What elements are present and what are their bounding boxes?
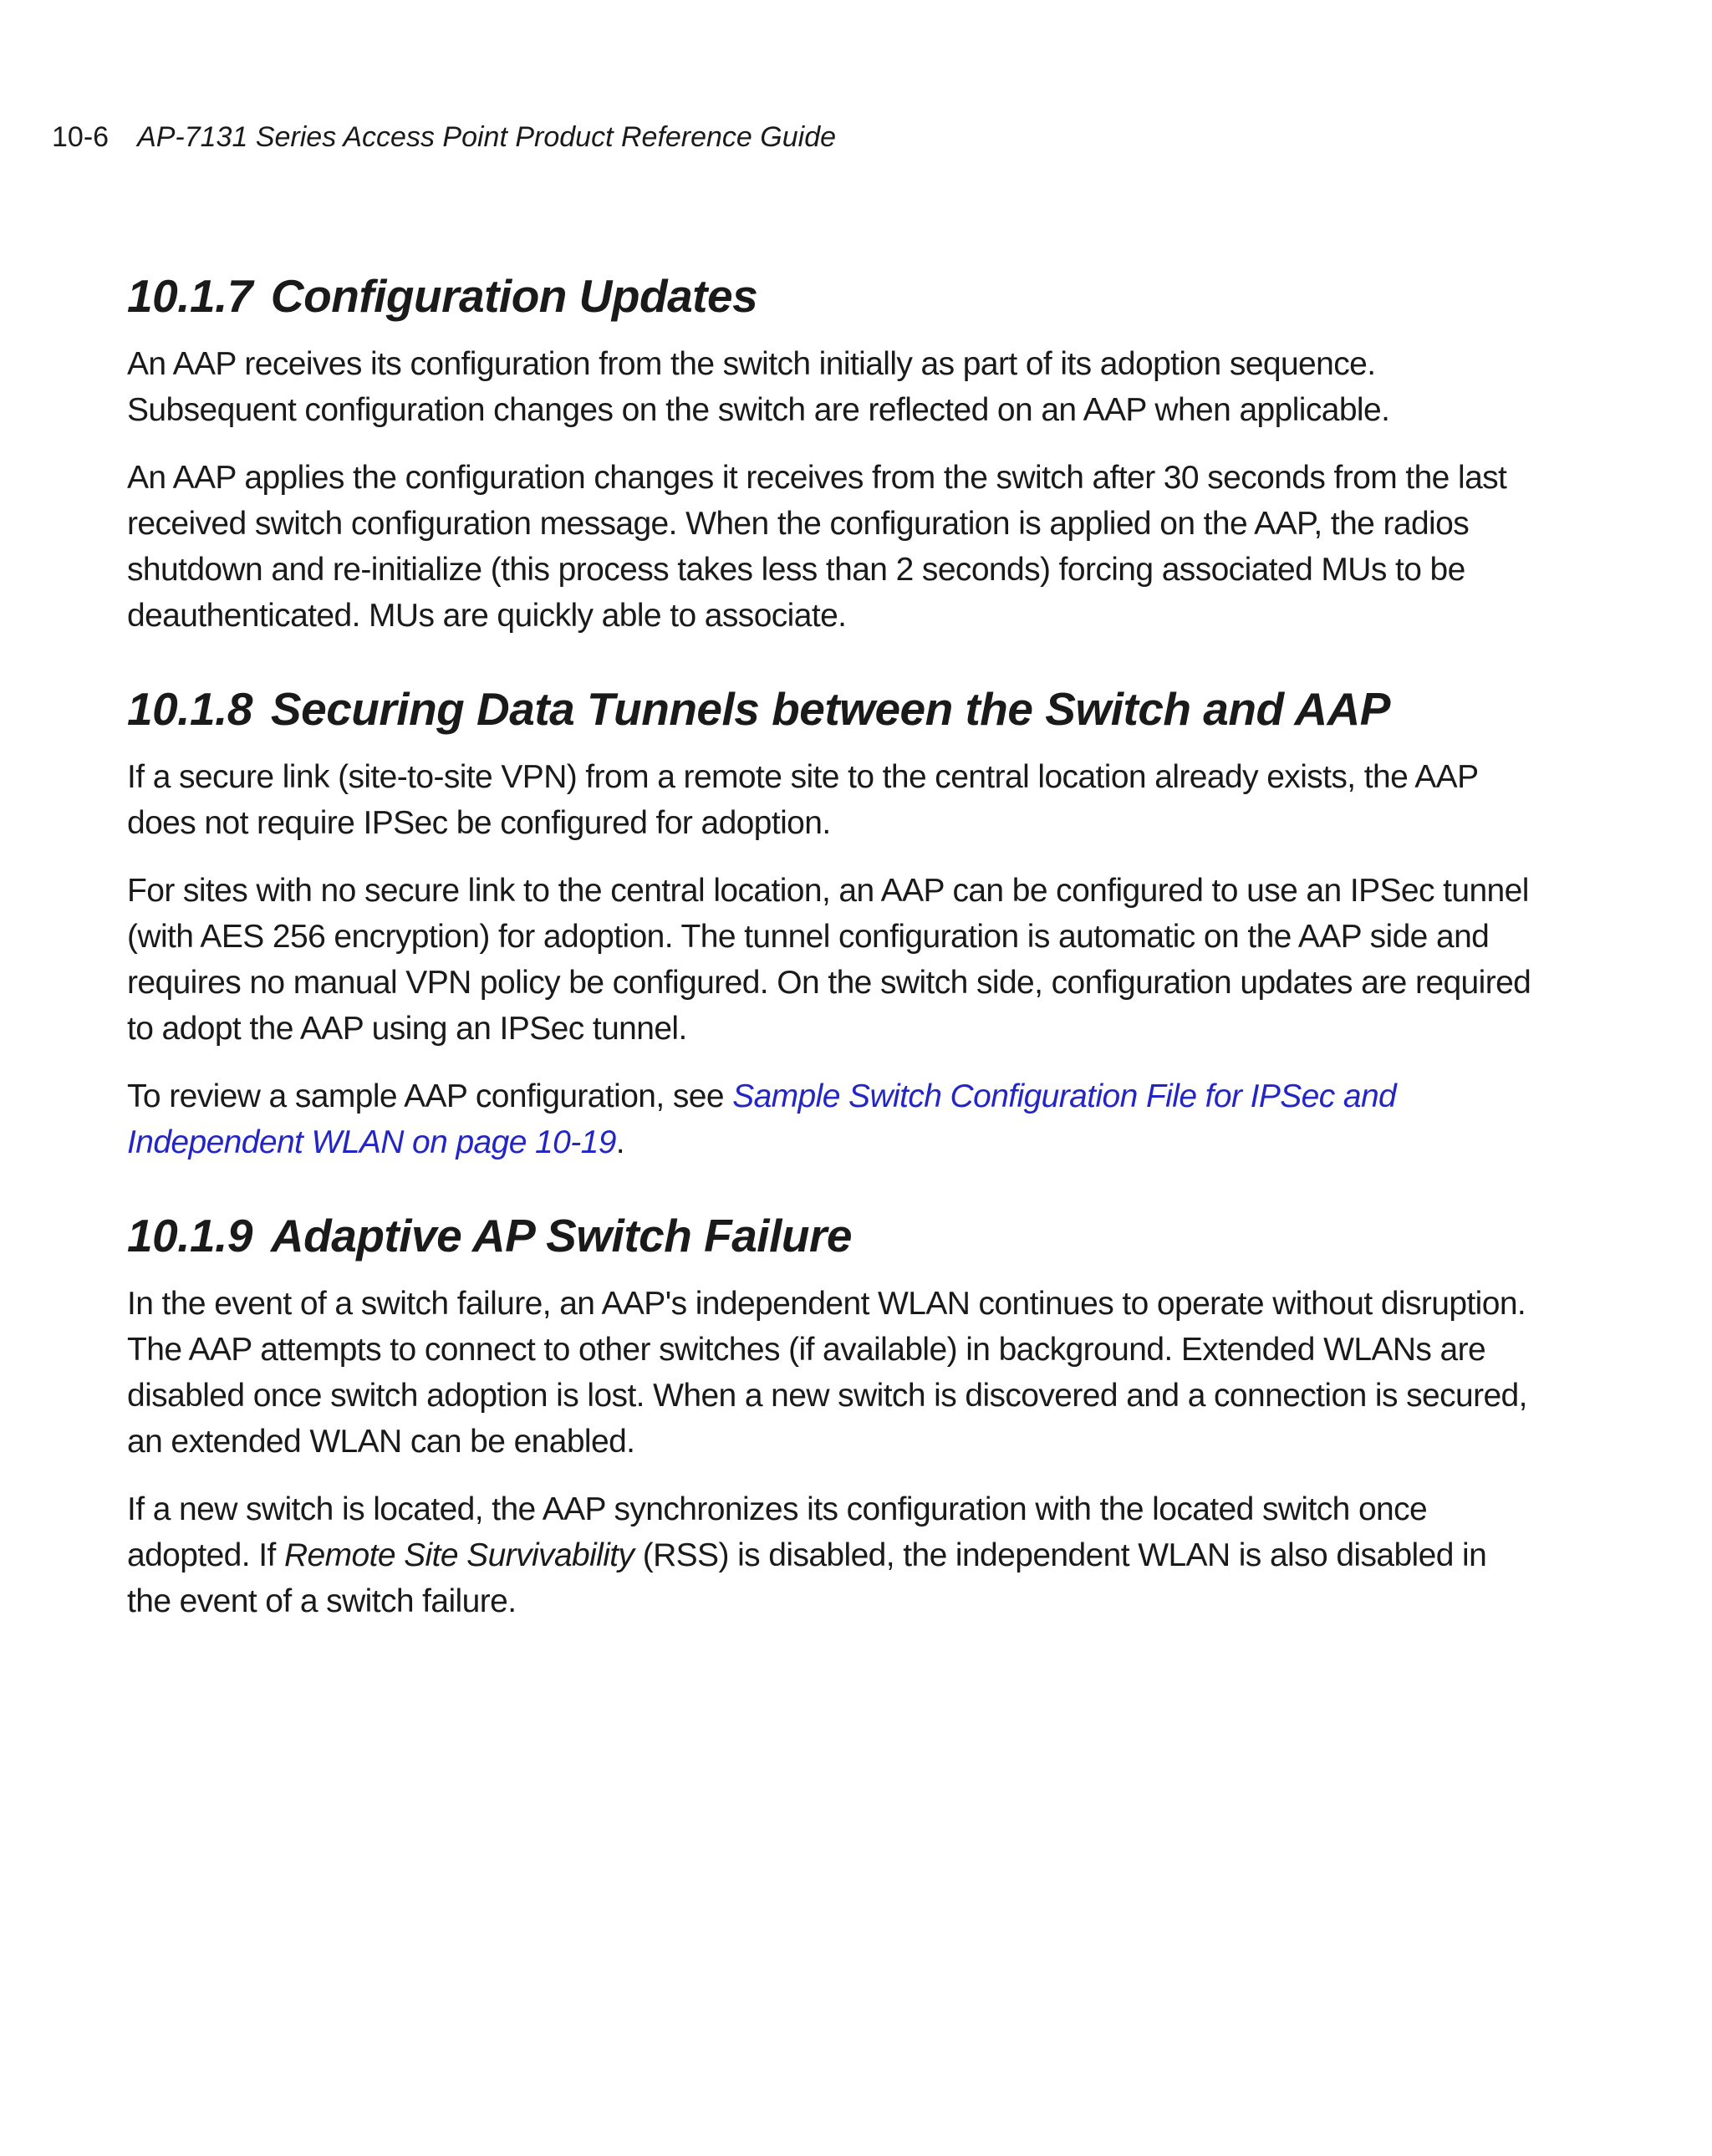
rss-text: If a new switch is located, the AAP synchronizes its configuration with the located switch once adopted. If <box>127 1491 1428 1573</box>
rss-paragraph <box>127 1486 1531 1624</box>
section-title: Configuration Updates <box>270 270 758 322</box>
section-number: 10.1.9 <box>127 1210 252 1261</box>
review-text: To review a sample AAP configuration, see <box>127 1078 733 1114</box>
review-paragraph <box>127 1073 1531 1165</box>
section-configuration-updates <box>127 268 1531 639</box>
paragraph: An AAP applies the configuration changes it receives from the switch after 30 seconds from the last received switch configuration message. When the configuration is applied on the AAP, the radios shutdown and re-initialize (this process takes less than 2 seconds) forcing associated MUs to be deauthenticated. MUs are quickly able to associate. <box>127 460 1507 634</box>
page-content <box>127 268 1531 1666</box>
section-title: Securing Data Tunnels between the Switch and AAP <box>270 683 1390 735</box>
section-number: 10.1.8 <box>127 683 252 735</box>
section-title: Adaptive AP Switch Failure <box>270 1210 852 1261</box>
running-header <box>52 119 836 155</box>
section-heading <box>127 1207 1531 1264</box>
rss-emphasis: Remote Site Survivability <box>283 1537 634 1573</box>
rss-text-end: (RSS) is disabled, the independent WLAN is also disabled in the event of a switch failure. <box>127 1537 1487 1619</box>
page-number: 10-6 <box>52 121 110 153</box>
section-heading <box>127 268 1531 324</box>
section-securing-data-tunnels <box>127 680 1531 1165</box>
guide-title: AP-7131 Series Access Point Product Reference Guide <box>137 121 837 153</box>
section-switch-failure <box>127 1207 1531 1624</box>
paragraph: An AAP receives its configuration from the switch initially as part of its adoption sequence. Subsequent configuration changes on the switch are reflected on an AAP when applicable. <box>127 346 1390 428</box>
paragraph: If a secure link (site-to-site VPN) from a remote site to the central location already exists, the AAP does not require IPSec be configured for adoption. <box>127 759 1478 841</box>
paragraph: In the event of a switch failure, an AAP's independent WLAN continues to operate without disruption. The AAP attempts to connect to other switches (if available) in background. Extended WLANs are disabled once switch adoption is lost. When a new switch is discovered and a connection is secured, an extended WLAN can be enabled. <box>127 1286 1527 1460</box>
sample-config-link[interactable]: Sample Switch Configuration File for IPSec and Independent WLAN on page 10-19 <box>127 1078 1397 1160</box>
section-number: 10.1.7 <box>127 270 252 322</box>
section-heading <box>127 680 1531 737</box>
review-end: . <box>615 1124 625 1160</box>
paragraph: For sites with no secure link to the central location, an AAP can be configured to use an IPSec tunnel (with AES 256 encryption) for adoption. The tunnel configuration is automatic on the AAP side and requires no manual VPN policy be configured. On the switch side, configuration updates are required to adopt the AAP using an IPSec tunnel. <box>127 873 1531 1047</box>
